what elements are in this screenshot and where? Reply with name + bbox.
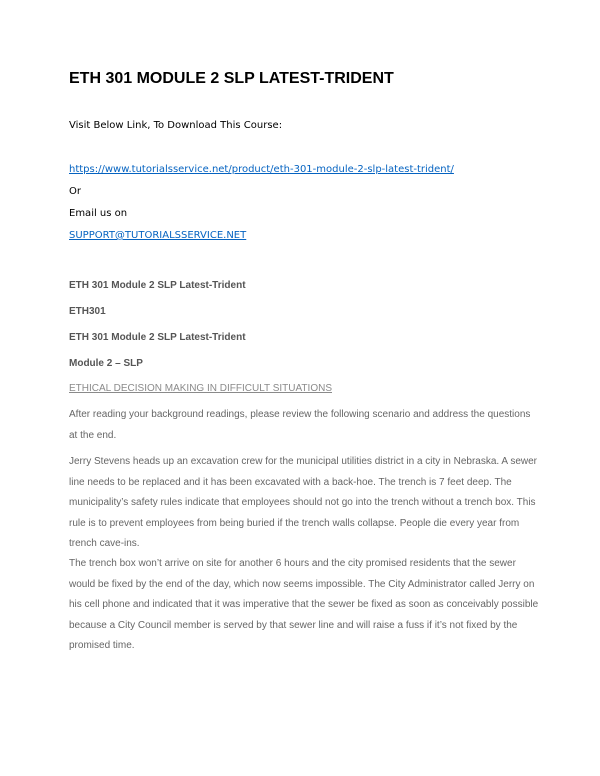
paragraph-instructions: After reading your background readings, please review the following scenario and address the questions at the end. [69,409,531,441]
subtitle-secondary: ETH 301 Module 2 SLP Latest-Trident [69,332,246,343]
course-link[interactable]: https://www.tutorialsservice.net/product/eth-301-module-2-slp-latest-trident/ [69,164,454,175]
paragraph-scenario: Jerry Stevens heads up an excavation crew for the municipal utilities district in a city in Nebraska. A sewer line needs to be replaced and it has been excavated with a back-hoe. The trench is 7 feet deep. The municipality’s safety rules indicate that employees should not go into the trench without a trench box. This rule is to prevent employees from being buried if the trench walls collapse. People die every year from trench cave-ins. [69,456,537,549]
section-heading: ETHICAL DECISION MAKING IN DIFFICULT SITUATIONS [69,383,332,394]
or-text: Or [69,186,81,197]
subtitle-primary: ETH 301 Module 2 SLP Latest-Trident [69,280,246,291]
email-link[interactable]: SUPPORT@TUTORIALSSERVICE.NET [69,230,247,241]
course-code: ETH301 [69,306,106,317]
module-label: Module 2 – SLP [69,358,143,369]
document-title: ETH 301 MODULE 2 SLP LATEST-TRIDENT [69,70,394,87]
download-intro: Visit Below Link, To Download This Course: [69,120,283,131]
paragraph-trench-box: The trench box won’t arrive on site for another 6 hours and the city promised residents that the sewer would be fixed by the end of the day, which now seems impossible. The City Administrator called Jerry on his cell phone and indicated that it was imperative that the sewer be fixed as soon as conceivably possible because a City Council member is served by that sewer line and will raise a fuss if it’s not fixed by the promised time. [69,558,539,651]
email-label: Email us on [69,208,128,219]
